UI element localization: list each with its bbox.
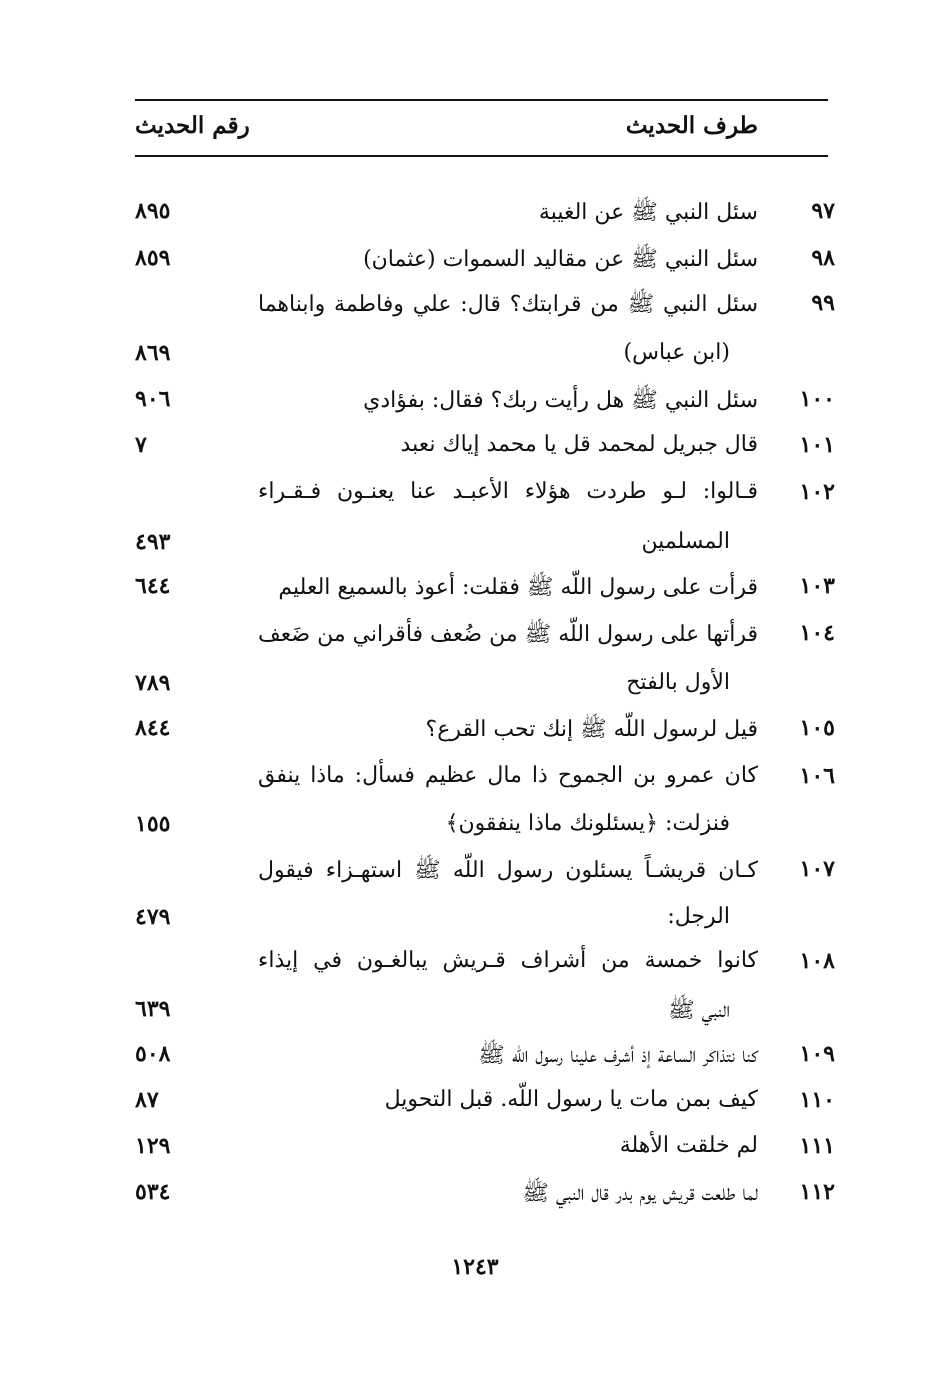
- entry-text: كيف بمن مات يا رسول اللّه. قبل التحويل: [384, 1087, 758, 1112]
- entry-number: ١٠٢: [799, 479, 835, 505]
- entry-hadith-ref: ٥٣٤: [135, 1179, 171, 1205]
- entry-hadith-ref: ٦٣٩: [135, 996, 171, 1022]
- entry-text: قال جبريل لمحمد قل يا محمد إياك نعبد: [400, 432, 758, 457]
- entry-number: ١١٢: [799, 1179, 835, 1205]
- page-number: ١٢٤٣: [451, 1254, 499, 1280]
- entry-text: سئل النبي ﷺ هل رأيت ربك؟ فقال: بفؤادي: [363, 388, 758, 413]
- entry-text: قيل لرسول اللّه ﷺ إنك تحب القرع؟: [425, 717, 758, 742]
- entry-text-continuation: فنزلت: ﴿يسئلونك ماذا ينفقون﴾: [445, 811, 730, 836]
- entry-hadith-ref: ٤٧٩: [135, 904, 171, 930]
- entry-number: ٩٨: [811, 245, 835, 271]
- entry-hadith-ref: ١٢٩: [135, 1133, 171, 1159]
- entry-text: سئل النبي ﷺ من قرابتك؟ قال: علي وفاطمة وابناهما: [258, 292, 758, 317]
- header-hadith-number: رقم الحديث: [135, 112, 250, 139]
- entry-text-continuation: النبي ﷺ: [668, 998, 730, 1023]
- entry-hadith-ref: ٨٩٥: [135, 198, 171, 224]
- entry-hadith-ref: ٦٤٤: [135, 573, 171, 599]
- entry-text: قرأتها على رسول اللّه ﷺ من ضُعف فأقراني من ضَعف: [258, 622, 758, 647]
- entry-hadith-ref: ٥٠٨: [135, 1041, 171, 1067]
- entry-text-continuation: (ابن عباس): [623, 340, 730, 365]
- entry-number: ١٠٦: [799, 763, 835, 789]
- entry-number: ٩٧: [811, 198, 835, 224]
- entry-number: ١٠٣: [799, 573, 835, 599]
- entry-text-continuation: المسلمين: [641, 529, 730, 554]
- entry-text-continuation: الرجل:: [667, 904, 730, 929]
- entry-number: ١١١: [799, 1133, 835, 1159]
- entry-number: ١٠٥: [799, 715, 835, 741]
- entry-hadith-ref: ٨٤٤: [135, 715, 171, 741]
- entry-hadith-ref: ٧٨٩: [135, 670, 171, 696]
- entry-hadith-ref: ٨٦٩: [135, 340, 171, 366]
- entry-number: ١٠٧: [799, 856, 835, 882]
- entry-number: ١٠٩: [799, 1041, 835, 1067]
- entry-text: كنا نتذاكر الساعة إذ أشرف علينا رسول اللّه ﷺ: [478, 1043, 758, 1068]
- entry-text: قرأت على رسول اللّه ﷺ فقلت: أعوذ بالسميع العليم: [278, 575, 758, 600]
- entry-hadith-ref: ١٥٥: [135, 811, 171, 837]
- entry-hadith-ref: ٤٩٣: [135, 529, 171, 555]
- entry-number: ١٠٤: [799, 620, 835, 646]
- entry-number: ١٠١: [799, 432, 835, 458]
- entry-number: ١١٠: [799, 1087, 835, 1113]
- entry-text: قـالوا: لـو طردت هؤلاء الأعبـد عنا يعنـون فـقـراء: [258, 479, 758, 504]
- entry-text: سئل النبي ﷺ عن مقاليد السموات (عثمان): [363, 247, 758, 272]
- entry-text: لما طلعت قريش يوم بدر قال النبي ﷺ: [522, 1181, 758, 1206]
- entry-hadith-ref: ٩٠٦: [135, 386, 171, 412]
- header-hadith-tip: طرف الحديث: [625, 112, 758, 139]
- entry-text: لم خلقت الأهلة: [619, 1133, 758, 1158]
- entry-number: ١٠٨: [799, 948, 835, 974]
- entry-text: كـان قريشـاً يسئلون رسول اللّه ﷺ استهـزاء فيقول: [258, 858, 758, 883]
- entry-number: ١٠٠: [799, 386, 835, 412]
- entry-hadith-ref: ٨٥٩: [135, 245, 171, 271]
- entry-hadith-ref: ٧: [135, 432, 147, 458]
- entry-text: سئل النبي ﷺ عن الغيبة: [538, 200, 758, 225]
- entry-text-continuation: الأول بالفتح: [626, 670, 730, 695]
- entry-text: كان عمرو بن الجموح ذا مال عظيم فسأل: ماذا ينفق: [258, 763, 758, 788]
- entry-text: كانوا خمسة من أشراف قـريش يبالغـون في إيذاء: [258, 948, 758, 973]
- entry-hadith-ref: ٨٧: [135, 1087, 159, 1113]
- entry-number: ٩٩: [811, 290, 835, 316]
